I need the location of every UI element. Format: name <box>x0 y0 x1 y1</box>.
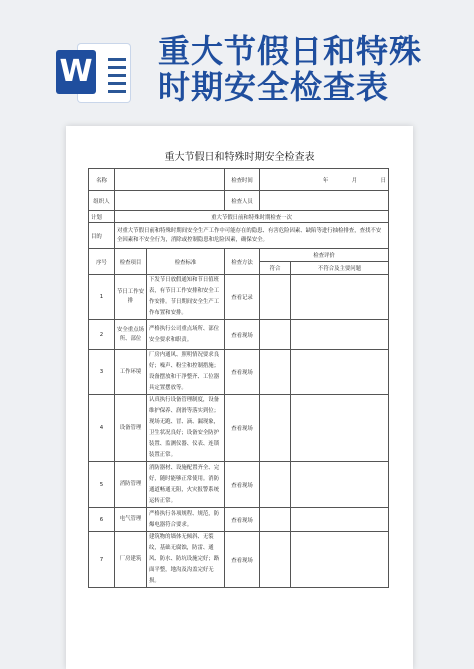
row-method: 查看现场 <box>225 462 260 508</box>
table-row <box>89 320 389 350</box>
form-row-purpose <box>89 223 389 249</box>
inspection-form-table <box>88 168 389 588</box>
inspectors-value-cell <box>260 191 389 211</box>
row-nonconform-cell <box>291 508 389 532</box>
row-seq: 3 <box>89 350 115 395</box>
row-conform-cell <box>260 320 291 350</box>
organizer-label: 组织人 <box>89 191 115 211</box>
table-row <box>89 395 389 462</box>
day-label: 日 <box>380 177 386 184</box>
row-method: 查看现场 <box>225 508 260 532</box>
row-item: 安全重点场所、部位 <box>115 320 147 350</box>
banner-title-line-1: 重大节假日和特殊 <box>158 32 423 70</box>
plan-value: 重大节假日前和特殊时期检查一次 <box>115 211 389 223</box>
name-value-cell <box>115 169 225 191</box>
row-nonconform-cell <box>291 275 389 320</box>
row-seq: 7 <box>89 532 115 588</box>
check-time-value-cell <box>260 169 389 191</box>
year-label: 年 <box>322 177 329 184</box>
row-standard: 严格执行各项规程、规范，防爆电器符合要求。 <box>147 508 225 532</box>
table-header-row <box>89 249 389 262</box>
row-item: 设备管理 <box>115 395 147 462</box>
document-title: 重大节假日和特殊时期安全检查表 <box>164 152 315 163</box>
organizer-value-cell <box>115 191 225 211</box>
row-standard: 下发节日放假通知和节日值班表，有节日工作安排和安全工作安排。节日期间安全生产工作布置和安排。 <box>147 275 225 320</box>
month-label: 月 <box>351 177 358 184</box>
header-item: 检查项目 <box>115 249 147 275</box>
row-standard: 建筑物的墙体无倾斜、无裂纹，基础无腐蚀，防雷、通风、防水、防坑设施完好；路面平整，地沟及沟盖完好无损。 <box>147 532 225 588</box>
inspectors-label: 检查人员 <box>225 191 260 211</box>
row-standard: 认真执行设备管理制度，设备维护保养、润滑等落实到位；现场无跑、冒、滴、漏现象，卫生状况良好；设备安全防护装置、监测仪器、仪表、连锁装置正常。 <box>147 395 225 462</box>
row-nonconform-cell <box>291 350 389 395</box>
word-icon <box>56 36 132 108</box>
row-nonconform-cell <box>291 395 389 462</box>
row-seq: 6 <box>89 508 115 532</box>
form-row-plan <box>89 211 389 223</box>
row-method: 查看现场 <box>225 395 260 462</box>
header-nonconform: 不符合及主要问题 <box>291 262 389 275</box>
row-standard: 严格执行公司重点场所、部位安全要求和职责。 <box>147 320 225 350</box>
header-evaluation: 检查评价 <box>260 249 389 262</box>
row-seq: 1 <box>89 275 115 320</box>
purpose-value: 对重大节假日前和特殊时期间安全生产工作中可能存在的隐患、有害危险因素、缺陷等进行抽检排查，查找不安全因素和不安全行为，消除或控制隐患和危险因素，确保安全。 <box>115 223 389 249</box>
row-seq: 2 <box>89 320 115 350</box>
header-conform: 符合 <box>260 262 291 275</box>
purpose-label: 目的 <box>89 223 115 249</box>
table-row <box>89 350 389 395</box>
header-method: 检查方法 <box>225 249 260 275</box>
row-conform-cell <box>260 275 291 320</box>
row-conform-cell <box>260 395 291 462</box>
row-standard: 厂房内通风、照明情况要求良好；噪声、粉尘和控制措施；设备摆放和干净整齐、工位器具定置摆放等。 <box>147 350 225 395</box>
row-item: 工作环境 <box>115 350 147 395</box>
row-conform-cell <box>260 462 291 508</box>
row-conform-cell <box>260 508 291 532</box>
header-standard: 检查标准 <box>147 249 225 275</box>
row-conform-cell <box>260 350 291 395</box>
form-row-name <box>89 169 389 191</box>
row-method: 查看现场 <box>225 350 260 395</box>
row-seq: 5 <box>89 462 115 508</box>
row-item: 电气管理 <box>115 508 147 532</box>
plan-label: 计划 <box>89 211 115 223</box>
row-method: 查看现场 <box>225 532 260 588</box>
header-seq: 序号 <box>89 249 115 275</box>
word-letter-icon: W <box>56 50 96 94</box>
table-row <box>89 532 389 588</box>
banner <box>0 0 474 112</box>
document-page <box>66 126 413 669</box>
banner-title-line-2: 时期安全检查表 <box>158 68 390 106</box>
row-nonconform-cell <box>291 462 389 508</box>
row-item: 消防管理 <box>115 462 147 508</box>
row-method: 查看记录 <box>225 275 260 320</box>
table-row <box>89 508 389 532</box>
row-method: 查看现场 <box>225 320 260 350</box>
row-item: 厂房建筑 <box>115 532 147 588</box>
row-item: 节日工作安排 <box>115 275 147 320</box>
table-row <box>89 275 389 320</box>
row-nonconform-cell <box>291 532 389 588</box>
row-nonconform-cell <box>291 320 389 350</box>
row-conform-cell <box>260 532 291 588</box>
table-row <box>89 462 389 508</box>
row-seq: 4 <box>89 395 115 462</box>
form-row-organizer <box>89 191 389 211</box>
name-label: 名称 <box>89 169 115 191</box>
row-standard: 消防器材、设施配置齐全、完好，随时能够正常使用。消防通道畅通无阻，火灾报警系统运转正常。 <box>147 462 225 508</box>
check-time-label: 检查时间 <box>225 169 260 191</box>
